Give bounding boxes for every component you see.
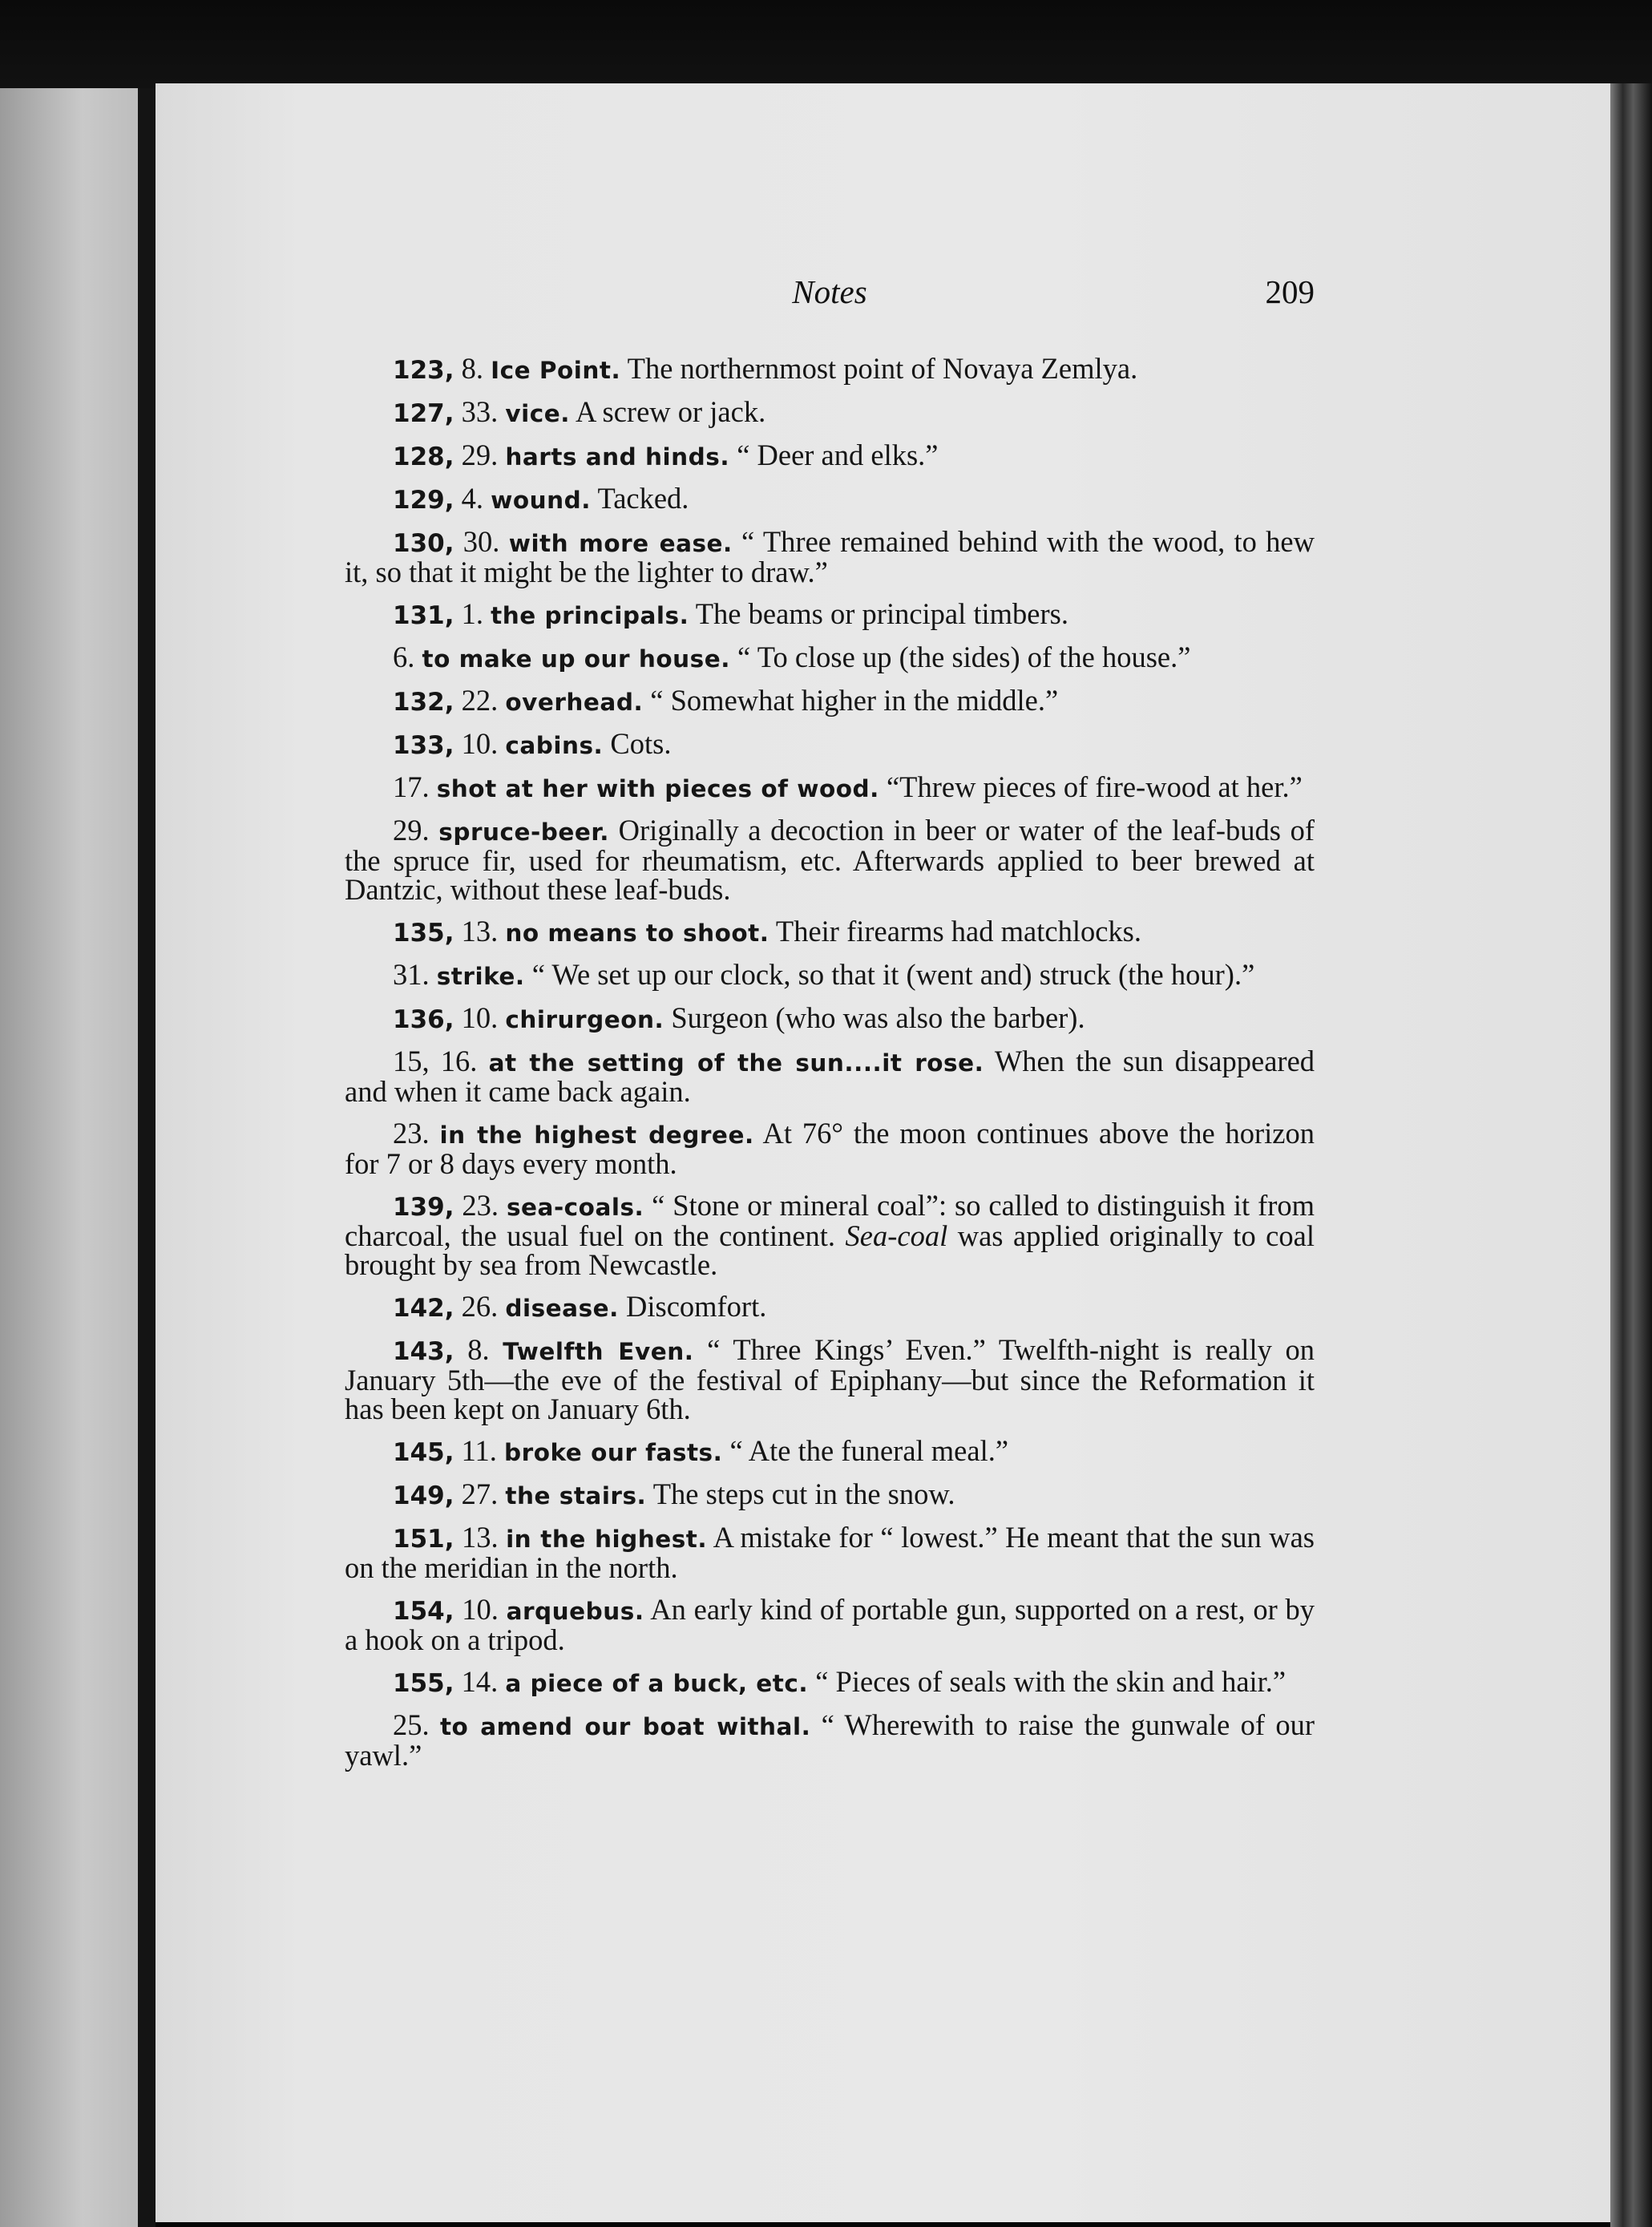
note-gloss: Originally a decoction in beer or water of the leaf-buds of the spruce fir, used for rheumatism, etc. Afterwards applied to beer brewed at Dantzic, without these leaf-buds. [345,814,1315,906]
note-term: chirurgeon. [505,1006,664,1033]
note-gloss: A mistake for “ lowest.” He meant that the sun was on the meridian in the north. [345,1521,1315,1584]
note-entry [345,395,1315,428]
note-page-ref: 129, [393,486,454,515]
note-line-ref: 25. [393,1708,430,1741]
note-line-ref: 1. [454,597,483,630]
note-line-ref: 8. [454,352,483,385]
note-gloss: The steps cut in the snow. [646,1477,955,1510]
note-term: spruce-beer. [438,818,609,846]
note-gloss: A screw or jack. [569,395,766,428]
note-line-ref: 30. [454,525,500,558]
note-entry [345,1047,1315,1106]
note-page-ref: 132, [393,688,454,717]
note-term: wound. [491,487,591,514]
note-gloss: “ Three Kings’ Even.” Twelfth-night is really on January 5th—the eve of the festival of Epiphany—but since the Reformation it has been kept on January 6th. [345,1333,1315,1425]
running-head [345,273,1315,329]
note-term: arquebus. [506,1598,644,1625]
note-page-ref: 123, [393,356,454,385]
note-page-ref: 136, [393,1005,454,1034]
note-gloss: An early kind of portable gun, supported on a rest, or by a hook on a tripod. [345,1593,1315,1656]
note-line-ref: 29. [454,439,499,471]
note-page-ref: 145, [393,1438,454,1467]
note-entry [345,1667,1315,1698]
note-entry [345,917,1315,948]
note-line-ref: 15, 16. [393,1045,478,1077]
note-page-ref: 139, [393,1193,454,1222]
note-gloss-continued: was applied originally to coal brought by sea from Newcastle. [345,1219,1315,1281]
note-gloss: “ Wherewith to raise the gunwale of our yawl.” [345,1708,1315,1772]
note-gloss: “ Ate the funeral meal.” [722,1434,1009,1467]
note-line-ref: 13. [454,915,499,948]
note-entry [345,1333,1315,1425]
note-gloss: Discomfort. [618,1290,767,1323]
note-page-ref: 151, [393,1525,454,1554]
note-term: cabins. [505,732,604,759]
note-gloss: When the sun disappeared and when it came back again. [345,1045,1315,1108]
note-gloss: The northernmost point of Novaya Zemlya. [620,352,1138,385]
note-line-ref: 10. [454,1001,499,1034]
note-page-ref: 128, [393,443,454,471]
note-term: in the highest. [506,1526,708,1553]
note-term: the stairs. [505,1482,647,1510]
note-line-ref: 27. [454,1477,499,1510]
note-term: the principals. [491,602,689,629]
note-line-ref: 8. [454,1333,490,1366]
note-page-ref: 131, [393,601,454,630]
note-line-ref: 29. [393,814,430,847]
note-gloss: Tacked. [590,482,689,515]
note-entry [345,597,1315,630]
note-line-ref: 6. [393,641,415,673]
note-gloss: “ Pieces of seals with the skin and hair.” [808,1665,1286,1698]
note-page-ref: 127, [393,399,454,428]
running-head-title: Notes [792,273,867,310]
note-entry [345,643,1315,673]
notes-list [345,354,1315,1783]
note-page-ref: 143, [393,1337,454,1366]
note-line-ref: 31. [393,958,430,991]
note-page-ref: 149, [393,1481,454,1510]
note-entry [345,686,1315,717]
note-term: no means to shoot. [505,919,769,947]
note-entry [345,1708,1315,1772]
book-gutter [138,88,156,2227]
note-entry [345,960,1315,991]
note-term: in the highest degree. [439,1122,754,1149]
note-entry [345,1119,1315,1178]
note-entry [345,770,1315,803]
note-term: Ice Point. [491,357,621,384]
note-entry [345,1434,1315,1467]
note-entry [345,527,1315,587]
note-line-ref: 13. [454,1521,499,1554]
note-entry [345,484,1315,515]
note-entry [345,1292,1315,1323]
note-line-ref: 23. [393,1117,430,1150]
note-line-ref: 4. [454,482,483,515]
note-line-ref: 10. [454,727,499,760]
note-gloss: Their firearms had matchlocks. [769,915,1141,948]
note-gloss: “ Somewhat higher in the middle.” [643,684,1059,717]
note-gloss: “ To close up (the sides) of the house.” [729,641,1191,673]
page-number: 209 [1265,273,1315,310]
page-edge-right [1610,83,1652,2227]
note-term: at the setting of the sun....it rose. [488,1049,984,1077]
note-gloss: The beams or principal timbers. [689,597,1068,630]
note-gloss: “ We set up our clock, so that it (went and) struck (the hour).” [524,958,1255,991]
note-term: vice. [505,400,570,427]
note-term: harts and hinds. [505,443,730,471]
note-line-ref: 10. [454,1593,499,1626]
note-gloss: “ Deer and elks.” [729,439,939,471]
note-page-ref: 133, [393,731,454,760]
note-term: Twelfth Even. [503,1338,694,1365]
note-gloss: Surgeon (who was also the barber). [664,1001,1085,1034]
note-line-ref: 26. [454,1290,499,1323]
note-gloss: “ Stone or mineral coal”: so called to distinguish it from charcoal, the usual fuel on the continent. [345,1189,1315,1252]
note-entry [345,727,1315,760]
note-term: to make up our house. [422,645,730,673]
note-term: a piece of a buck, etc. [505,1670,809,1697]
note-gloss: “Threw pieces of fire-wood at her.” [879,770,1303,803]
note-page-ref: 130, [393,529,454,558]
note-entry [345,816,1315,904]
note-term: shot at her with pieces of wood. [436,775,879,802]
note-page-ref: 135, [393,919,454,948]
facing-page-edge [0,88,138,2227]
note-entry [345,1595,1315,1655]
scanner-shadow-top [0,0,1652,96]
note-page-ref: 155, [393,1669,454,1698]
note-line-ref: 23. [454,1189,499,1222]
note-line-ref: 33. [454,395,499,428]
note-term: overhead. [505,689,644,716]
note-gloss: Cots. [603,727,672,760]
note-line-ref: 17. [393,770,430,803]
note-line-ref: 11. [454,1434,497,1467]
note-gloss: At 76° the moon continues above the horizon for 7 or 8 days every month. [345,1117,1315,1180]
note-gloss-italic: Sea-coal [845,1219,948,1252]
note-entry [345,1477,1315,1510]
note-gloss: “ Three remained behind with the wood, to hew it, so that it might be the lighter to draw.” [345,525,1315,588]
note-entry [345,441,1315,471]
note-line-ref: 14. [454,1665,499,1698]
note-term: strike. [436,963,525,990]
note-entry [345,1191,1315,1279]
note-page-ref: 154, [393,1597,454,1626]
note-entry [345,354,1315,385]
note-term: disease. [505,1295,619,1322]
note-entry [345,1523,1315,1582]
note-line-ref: 22. [454,684,499,717]
note-term: to amend our boat withal. [439,1713,811,1740]
note-term: broke our fasts. [504,1439,723,1466]
note-term: sea-coals. [506,1194,644,1221]
note-entry [345,1001,1315,1034]
note-term: with more ease. [508,530,733,557]
note-page-ref: 142, [393,1294,454,1323]
